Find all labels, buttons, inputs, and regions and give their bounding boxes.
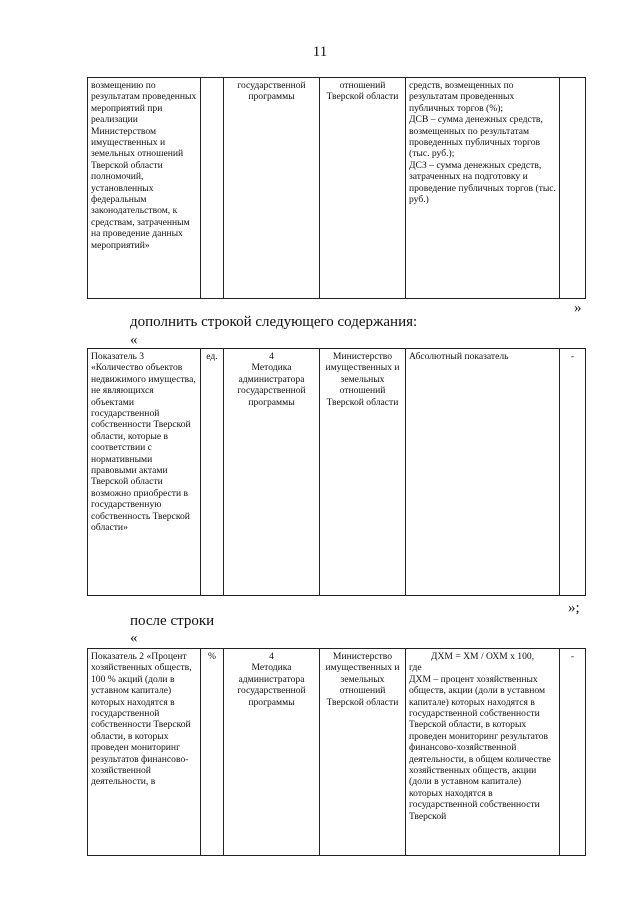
unit-cell [201, 78, 224, 299]
method-cell: 4 Методика администратора государственной программы [224, 649, 320, 856]
page-number: 11 [312, 44, 328, 60]
formula-description: где ДХМ – процент хозяйственных обществ, акции (доли в уставном капитале) которых находятся в государственной собственности Тверской области, в которых проведен мониторинг результатов финансово-хозяйственной деятельности, в общем количестве хозяйственных обществ, акции (доли в уставном капитале) которых находятся в государственной собственности Тверской [409, 662, 551, 822]
responsible-cell: Министерство имущественных и земельных отношений Тверской области [320, 349, 406, 596]
opening-quote: « [130, 332, 138, 348]
formula-cell [406, 649, 560, 856]
instruction-after-row: после строки [130, 613, 215, 629]
unit-cell: % [201, 649, 224, 856]
opening-quote: « [130, 630, 138, 646]
instruction-add-row: дополнить строкой следующего содержания: [130, 314, 418, 330]
method-cell: государственной программы [224, 78, 320, 299]
table-row [88, 78, 586, 299]
table-new-row [87, 348, 586, 596]
table-row [88, 349, 586, 596]
unit-cell: ед. [201, 349, 224, 596]
table-existing-row [87, 648, 586, 856]
indicator-name-cell: Показатель 3 «Количество объектов недвижимого имущества, не являющихся объектами государственной собственности Тверской области, которые в соответствии с нормативными правовыми актами Тверской области возможно приобрести в государственную собственность Тверской области» [88, 349, 201, 596]
responsible-cell: отношений Тверской области [320, 78, 406, 299]
indicator-name-cell: возмещению по результатам проведенных мероприятий при реализации Министерством имущественных и земельных отношений Тверской области полномочий, установленных федеральным законодательством, к средствам, затраченным на проведение данных мероприятий» [88, 78, 201, 299]
formula-cell: средств, возмещенных по результатам проведенных публичных торгов (%); ДСВ – сумма денежных средств, возмещенных по результатам проведенных публичных торгов (тыс. руб.); ДСЗ – сумма денежных средств, затраченных на подготовку и проведение публичных торгов (тыс. руб.) [406, 78, 560, 299]
table-row [88, 649, 586, 856]
formula-text: ДХМ = ХМ / ОХМ х 100, [430, 651, 535, 662]
indicator-name-cell: Показатель 2 «Процент хозяйственных обществ, 100 % акций (доли в уставном капитале) которых находятся в государственной собственности Тверской области, в которых проведен мониторинг результатов финансово-хозяйственной деятельности, в [88, 649, 201, 856]
method-cell: 4 Методика администратора государственной программы [224, 349, 320, 596]
formula-cell: Абсолютный показатель [406, 349, 560, 596]
table-fragment-1 [87, 77, 586, 299]
closing-quote: »; [568, 600, 580, 616]
extra-cell [560, 78, 586, 299]
responsible-cell: Министерство имущественных и земельных отношений Тверской области [320, 649, 406, 856]
closing-quote: » [574, 300, 582, 316]
extra-cell: - [560, 649, 586, 856]
extra-cell: - [560, 349, 586, 596]
